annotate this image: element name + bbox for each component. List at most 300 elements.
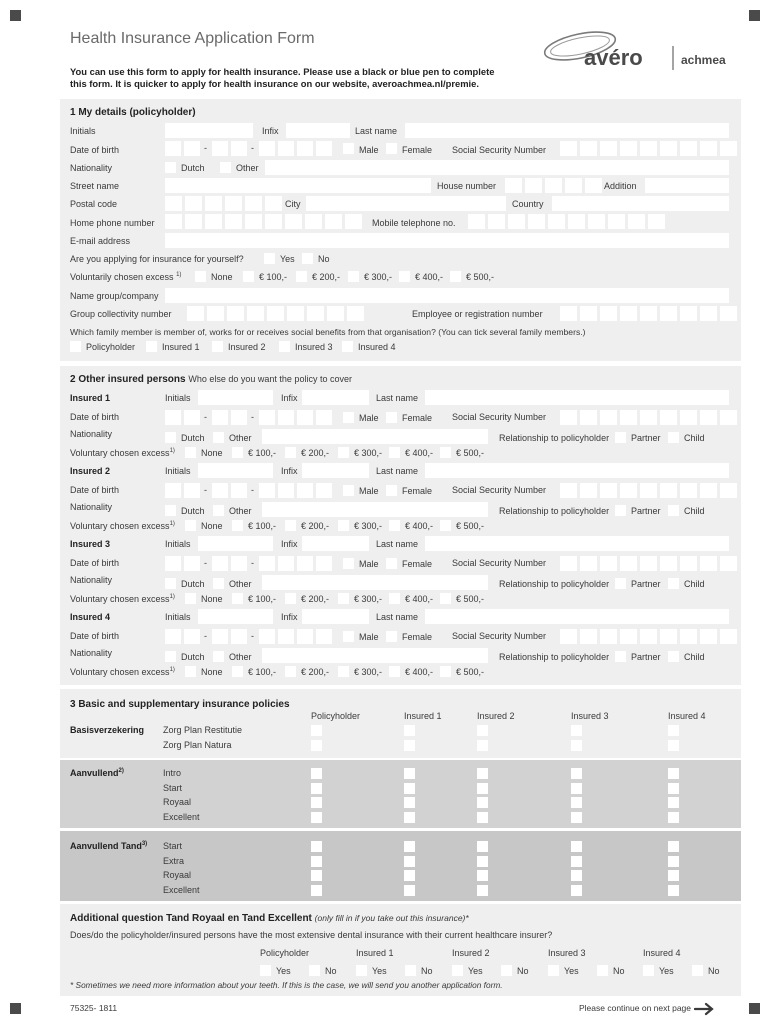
insurance-option-checkbox[interactable] [668,812,679,823]
dob-digit[interactable] [278,556,294,571]
partner-checkbox[interactable] [615,505,626,516]
street-field[interactable] [165,178,431,193]
group-number-digit[interactable] [347,306,364,321]
ssn-digit[interactable] [640,141,657,156]
house-number-digit[interactable] [525,178,542,193]
dob-digit[interactable] [316,410,332,425]
female-checkbox[interactable] [386,485,397,496]
employee-number-digit[interactable] [580,306,597,321]
dental-yes-checkbox[interactable] [356,965,367,976]
ssn-digit[interactable] [560,556,577,571]
dob-digit[interactable] [165,629,181,644]
dob-digit[interactable] [212,483,228,498]
insurance-option-checkbox[interactable] [477,783,488,794]
ssn-digit[interactable] [700,556,717,571]
dob-digit[interactable] [316,629,332,644]
home-phone-digit[interactable] [285,214,302,229]
email-field[interactable] [165,233,729,248]
dob-digit[interactable] [316,141,332,156]
ssn-digit[interactable] [660,483,677,498]
other-nationality-field[interactable] [265,160,729,175]
postal-code-digit[interactable] [245,196,262,211]
employee-number-digit[interactable] [620,306,637,321]
group-number-digit[interactable] [267,306,284,321]
excess-option-label: € 200,- [301,448,330,458]
insurance-option-checkbox[interactable] [404,856,415,867]
female-checkbox[interactable] [386,558,397,569]
ssn-digit[interactable] [700,483,717,498]
ssn-digit[interactable] [640,483,657,498]
insurance-option-checkbox[interactable] [404,740,415,751]
infix-field[interactable] [302,536,369,551]
excess-option-label: € 200,- [301,667,330,677]
city-field[interactable] [306,196,506,211]
ssn-digit[interactable] [660,141,677,156]
dental-yes-checkbox[interactable] [548,965,559,976]
employee-number-digit[interactable] [700,306,717,321]
excess-option-checkbox[interactable] [338,447,349,458]
ssn-digit[interactable] [680,556,697,571]
last-name-field[interactable] [425,390,729,405]
partner-checkbox[interactable] [615,432,626,443]
home-phone-digit[interactable] [185,214,202,229]
ssn-digit[interactable] [600,556,617,571]
insurance-option-checkbox[interactable] [571,841,582,852]
other-nationality-field[interactable] [262,575,488,590]
insurance-option-checkbox[interactable] [311,797,322,808]
excess-option-checkbox[interactable] [185,447,196,458]
dental-no-checkbox[interactable] [597,965,608,976]
insurance-option-checkbox[interactable] [477,841,488,852]
insurance-option-checkbox[interactable] [668,885,679,896]
dob-digit[interactable] [278,483,294,498]
child-checkbox[interactable] [668,505,679,516]
ssn-digit[interactable] [580,483,597,498]
insurance-option-checkbox[interactable] [668,841,679,852]
applying-yes-checkbox[interactable] [264,253,275,264]
dental-no-checkbox[interactable] [405,965,416,976]
insurance-option-checkbox[interactable] [404,870,415,881]
excess-option-checkbox[interactable] [296,271,307,282]
child-label: Child [684,433,705,443]
dob-digit[interactable] [165,410,181,425]
dob-label: Date of birth [70,558,120,568]
ssn-digit[interactable] [620,483,637,498]
partner-checkbox[interactable] [615,651,626,662]
ssn-digit[interactable] [700,629,717,644]
dob-digit[interactable] [259,483,275,498]
insurance-option-checkbox[interactable] [311,768,322,779]
other-nationality-checkbox[interactable] [213,505,224,516]
female-checkbox[interactable] [386,412,397,423]
dob-digit[interactable] [231,629,247,644]
insurance-option-checkbox[interactable] [477,725,488,736]
employee-number-digit[interactable] [600,306,617,321]
excess-option-label: € 500,- [456,521,485,531]
employee-number-digit[interactable] [640,306,657,321]
female-checkbox[interactable] [386,631,397,642]
insurance-option-checkbox[interactable] [668,856,679,867]
insurance-option-checkbox[interactable] [311,725,322,736]
country-field[interactable] [552,196,729,211]
excess-option-checkbox[interactable] [185,666,196,677]
postal-code-digit[interactable] [265,196,282,211]
group-number-digit[interactable] [187,306,204,321]
home-phone-digit[interactable] [165,214,182,229]
insurance-option-checkbox[interactable] [571,870,582,881]
ssn-digit[interactable] [560,629,577,644]
excess-option-checkbox[interactable] [399,271,410,282]
ssn-digit[interactable] [600,410,617,425]
insurance-option-checkbox[interactable] [571,797,582,808]
ssn-digit[interactable] [620,629,637,644]
ssn-digit[interactable] [720,483,737,498]
employee-number-digit[interactable] [680,306,697,321]
ssn-digit[interactable] [560,410,577,425]
house-number-digit[interactable] [505,178,522,193]
group-name-field[interactable] [165,288,729,303]
dob-digit[interactable] [231,483,247,498]
ssn-digit[interactable] [600,141,617,156]
last-name-field[interactable] [425,463,729,478]
dental-yes-checkbox[interactable] [452,965,463,976]
insurance-option-checkbox[interactable] [477,812,488,823]
insurance-option-checkbox[interactable] [668,740,679,751]
family-option-checkbox[interactable] [212,341,223,352]
email-label: E-mail address [70,236,131,246]
last-name-field[interactable] [425,609,729,624]
dob-digit[interactable] [184,483,200,498]
home-phone-digit[interactable] [245,214,262,229]
insurance-option-checkbox[interactable] [404,768,415,779]
mobile-digit[interactable] [608,214,625,229]
male-checkbox[interactable] [343,412,354,423]
ssn-digit[interactable] [620,556,637,571]
insurance-option-checkbox[interactable] [477,885,488,896]
excess-option-checkbox[interactable] [232,447,243,458]
dutch-checkbox[interactable] [165,578,176,589]
dob-digit[interactable] [184,141,200,156]
ssn-digit[interactable] [720,410,737,425]
child-checkbox[interactable] [668,432,679,443]
postal-code-digit[interactable] [165,196,182,211]
insurance-option-checkbox[interactable] [404,797,415,808]
excess-option-checkbox[interactable] [285,447,296,458]
other-nationality-field[interactable] [262,502,488,517]
insurance-option-checkbox[interactable] [668,797,679,808]
insurance-option-checkbox[interactable] [477,740,488,751]
other-nationality-checkbox[interactable] [213,432,224,443]
initials-field[interactable] [198,463,273,478]
mobile-digit[interactable] [648,214,665,229]
home-phone-digit[interactable] [205,214,222,229]
dob-digit[interactable] [278,410,294,425]
excess-option-checkbox[interactable] [338,666,349,677]
excess-option-checkbox[interactable] [338,520,349,531]
insurance-option-checkbox[interactable] [668,870,679,881]
group-number-digit[interactable] [207,306,224,321]
ssn-digit[interactable] [620,141,637,156]
excess-option-checkbox[interactable] [389,593,400,604]
dob-digit[interactable] [231,556,247,571]
ssn-digit[interactable] [580,556,597,571]
excess-option-checkbox[interactable] [243,271,254,282]
home-phone-digit[interactable] [265,214,282,229]
excess-option-label: € 400,- [405,521,434,531]
ssn-digit[interactable] [680,483,697,498]
dob-digit[interactable] [278,629,294,644]
initials-field[interactable] [198,536,273,551]
house-number-digit[interactable] [585,178,602,193]
insurance-option-checkbox[interactable] [477,870,488,881]
insurance-option-checkbox[interactable] [311,856,322,867]
male-checkbox[interactable] [343,485,354,496]
group-number-digit[interactable] [247,306,264,321]
infix-field[interactable] [302,463,369,478]
dob-digit[interactable] [231,410,247,425]
dutch-checkbox[interactable] [165,651,176,662]
dob-digit[interactable] [316,556,332,571]
dutch-checkbox[interactable] [165,432,176,443]
dental-no-checkbox[interactable] [692,965,703,976]
insurance-option-checkbox[interactable] [477,797,488,808]
dob-digit[interactable] [297,483,313,498]
house-number-digit[interactable] [545,178,562,193]
excess-option-checkbox[interactable] [389,666,400,677]
insurance-option-checkbox[interactable] [311,885,322,896]
dob-digit[interactable] [259,629,275,644]
postal-code-digit[interactable] [225,196,242,211]
ssn-digit[interactable] [640,410,657,425]
dental-no-checkbox[interactable] [501,965,512,976]
insurance-option-checkbox[interactable] [404,885,415,896]
dob-digit[interactable] [212,410,228,425]
mobile-digit[interactable] [468,214,485,229]
dob-digit[interactable] [278,141,294,156]
dob-digit[interactable] [165,141,181,156]
home-phone-digit[interactable] [305,214,322,229]
last-name-field[interactable] [405,123,729,138]
insurance-option-checkbox[interactable] [571,812,582,823]
footnote: * Sometimes we need more information about your teeth. If this is the case, we will send you another application form. [70,980,503,990]
infix-field[interactable] [302,390,369,405]
child-checkbox[interactable] [668,651,679,662]
insurance-option-checkbox[interactable] [477,768,488,779]
insurance-option-checkbox[interactable] [404,783,415,794]
dental-no-checkbox[interactable] [309,965,320,976]
insurance-option-checkbox[interactable] [477,856,488,867]
excess-option-checkbox[interactable] [440,666,451,677]
excess-option-checkbox[interactable] [285,593,296,604]
insurance-option-checkbox[interactable] [571,856,582,867]
ssn-digit[interactable] [700,141,717,156]
insurance-option-checkbox[interactable] [311,783,322,794]
family-option-checkbox[interactable] [342,341,353,352]
insurance-option-checkbox[interactable] [311,812,322,823]
home-phone-digit[interactable] [225,214,242,229]
excess-option-checkbox[interactable] [232,520,243,531]
employee-number-digit[interactable] [660,306,677,321]
family-option-checkbox[interactable] [279,341,290,352]
ssn-digit[interactable] [580,141,597,156]
insurance-option-label: Start [163,782,183,793]
applying-no-checkbox[interactable] [302,253,313,264]
initials-field[interactable] [165,123,253,138]
postal-code-digit[interactable] [185,196,202,211]
ssn-digit[interactable] [580,410,597,425]
ssn-digit[interactable] [700,410,717,425]
ssn-digit[interactable] [720,141,737,156]
insurance-option-checkbox[interactable] [311,870,322,881]
initials-field[interactable] [198,609,273,624]
ssn-digit[interactable] [680,410,697,425]
dutch-checkbox[interactable] [165,162,176,173]
excess-option-checkbox[interactable] [450,271,461,282]
dob-digit[interactable] [184,410,200,425]
employee-number-digit[interactable] [720,306,737,321]
initials-field[interactable] [198,390,273,405]
male-checkbox[interactable] [343,558,354,569]
mobile-digit[interactable] [528,214,545,229]
excess-option-checkbox[interactable] [389,520,400,531]
house-number-digit[interactable] [565,178,582,193]
child-checkbox[interactable] [668,578,679,589]
dental-yes-checkbox[interactable] [643,965,654,976]
excess-option-checkbox[interactable] [285,666,296,677]
dutch-checkbox[interactable] [165,505,176,516]
dob-digit[interactable] [316,483,332,498]
home-phone-digit[interactable] [345,214,362,229]
group-number-digit[interactable] [287,306,304,321]
other-nationality-checkbox[interactable] [220,162,231,173]
mobile-digit[interactable] [628,214,645,229]
ssn-digit[interactable] [640,629,657,644]
insurance-option-checkbox[interactable] [311,740,322,751]
dental-yes-checkbox[interactable] [260,965,271,976]
insurance-option-checkbox[interactable] [404,725,415,736]
excess-option-checkbox[interactable] [440,593,451,604]
dutch-label: Dutch [181,506,205,516]
group-number-digit[interactable] [307,306,324,321]
insurance-option-checkbox[interactable] [404,841,415,852]
insurance-option-checkbox[interactable] [404,812,415,823]
excess-option-checkbox[interactable] [185,593,196,604]
mobile-digit[interactable] [488,214,505,229]
ssn-digit[interactable] [660,410,677,425]
male-checkbox[interactable] [343,631,354,642]
ssn-digit[interactable] [620,410,637,425]
dob-digit[interactable] [297,141,313,156]
male-checkbox[interactable] [343,143,354,154]
family-option-checkbox[interactable] [70,341,81,352]
excess-option-checkbox[interactable] [338,593,349,604]
excess-option-checkbox[interactable] [285,520,296,531]
insurance-option-checkbox[interactable] [571,768,582,779]
mobile-digit[interactable] [588,214,605,229]
dob-digit[interactable] [297,629,313,644]
postal-code-digit[interactable] [205,196,222,211]
employee-number-digit[interactable] [560,306,577,321]
ssn-digit[interactable] [680,629,697,644]
insurance-option-label: Extra [163,855,185,866]
ssn-digit[interactable] [600,629,617,644]
last-name-label: Last name [376,539,419,549]
insurance-option-checkbox[interactable] [571,740,582,751]
excess-option-checkbox[interactable] [440,447,451,458]
dob-digit[interactable] [231,141,247,156]
dob-digit[interactable] [297,556,313,571]
dob-digit[interactable] [212,556,228,571]
excess-option-checkbox[interactable] [440,520,451,531]
insurance-option-checkbox[interactable] [571,725,582,736]
addition-field[interactable] [645,178,729,193]
last-name-field[interactable] [425,536,729,551]
female-checkbox[interactable] [386,143,397,154]
ssn-digit[interactable] [600,483,617,498]
dob-digit[interactable] [165,556,181,571]
mobile-digit[interactable] [568,214,585,229]
dob-digit[interactable] [165,483,181,498]
dob-digit[interactable] [259,410,275,425]
mobile-digit[interactable] [508,214,525,229]
mobile-digit[interactable] [548,214,565,229]
excess-option-checkbox[interactable] [389,447,400,458]
ssn-digit[interactable] [640,556,657,571]
excess-option-checkbox[interactable] [195,271,206,282]
excess-option-checkbox[interactable] [232,666,243,677]
dob-digit[interactable] [184,556,200,571]
dob-digit[interactable] [297,410,313,425]
group-number-digit[interactable] [227,306,244,321]
ssn-digit[interactable] [560,141,577,156]
insurance-option-checkbox[interactable] [571,783,582,794]
ssn-digit[interactable] [660,629,677,644]
ssn-digit[interactable] [720,629,737,644]
ssn-digit[interactable] [720,556,737,571]
ssn-digit[interactable] [580,629,597,644]
insurance-option-checkbox[interactable] [668,725,679,736]
column-header: Policyholder [311,711,361,721]
dob-digit[interactable] [212,629,228,644]
dob-digit[interactable] [259,141,275,156]
insurance-option-checkbox[interactable] [668,783,679,794]
other-nationality-checkbox[interactable] [213,578,224,589]
dob-digit[interactable] [184,629,200,644]
excess-option-checkbox[interactable] [232,593,243,604]
ssn-digit[interactable] [680,141,697,156]
insurance-option-checkbox[interactable] [571,885,582,896]
other-nationality-checkbox[interactable] [213,651,224,662]
partner-checkbox[interactable] [615,578,626,589]
excess-option-label: € 400,- [405,448,434,458]
group-number-digit[interactable] [327,306,344,321]
family-option-checkbox[interactable] [146,341,157,352]
dob-digit[interactable] [259,556,275,571]
excess-option-checkbox[interactable] [348,271,359,282]
infix-field[interactable] [302,609,369,624]
insurance-option-checkbox[interactable] [668,768,679,779]
excess-option-checkbox[interactable] [185,520,196,531]
dob-digit[interactable] [212,141,228,156]
infix-field[interactable] [286,123,350,138]
dob-label: Date of birth [70,145,120,155]
home-phone-digit[interactable] [325,214,342,229]
insurance-option-checkbox[interactable] [311,841,322,852]
other-nationality-field[interactable] [262,429,488,444]
other-nationality-field[interactable] [262,648,488,663]
ssn-digit[interactable] [560,483,577,498]
ssn-digit[interactable] [660,556,677,571]
